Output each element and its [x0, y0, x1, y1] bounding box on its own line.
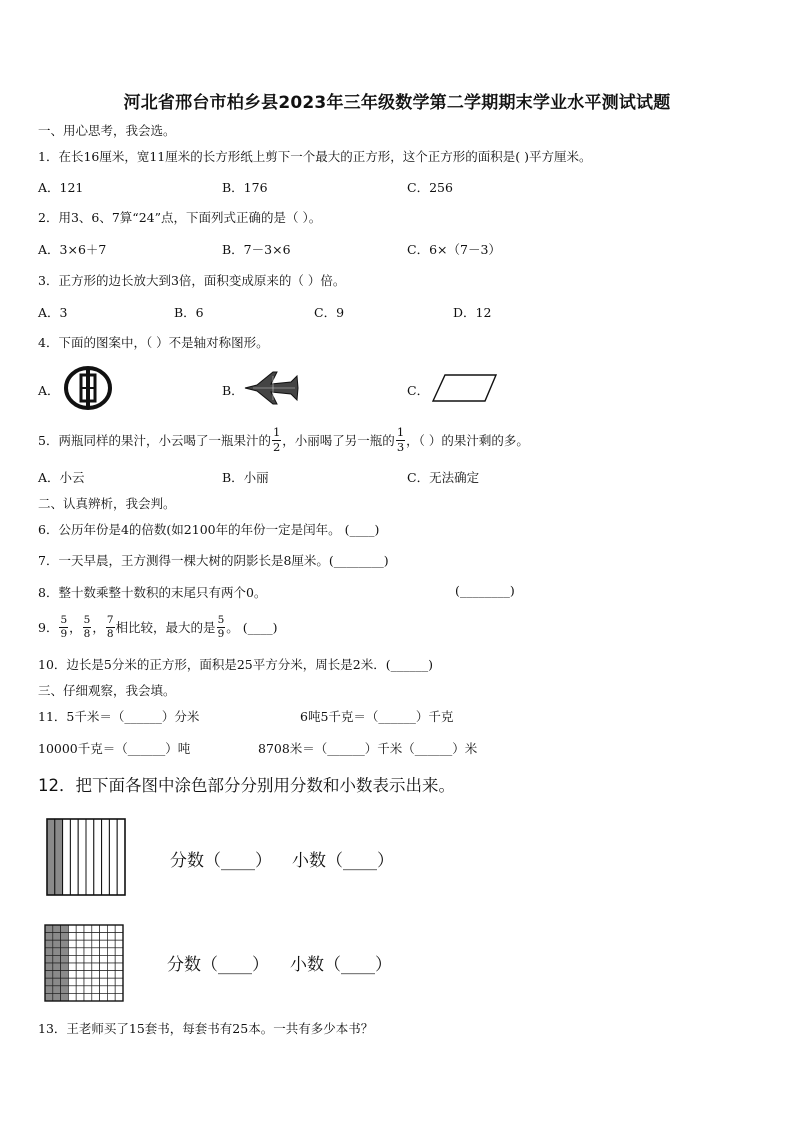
q2-option-c: C．6×（7－3） [407, 242, 501, 257]
shaded-grid-cell [53, 963, 61, 971]
shaded-grid-cell [45, 971, 53, 979]
strip [102, 819, 110, 895]
q3-option-c: C．9 [314, 305, 345, 320]
shaded-grid-cell [53, 993, 61, 1001]
question-11a: 11．5千米＝（______）分米 [38, 709, 200, 724]
grid-cell [76, 955, 84, 963]
grid-cell [76, 978, 84, 986]
q5-f1-denominator: 2 [272, 439, 281, 454]
q3-option-a: A．3 [38, 305, 68, 320]
grid-cell [68, 940, 76, 948]
q9-f2-denominator: 8 [83, 627, 91, 640]
shaded-grid-cell [53, 986, 61, 994]
q5-text-part3: ，（ ）的果汁剩的多。 [406, 433, 529, 448]
grid-cell [84, 978, 92, 986]
shaded-grid-cell [45, 963, 53, 971]
q9-fraction-2 [83, 615, 92, 639]
grid-cell [100, 948, 108, 956]
section-heading-2: 二、认真辨析，我会判。 [38, 496, 176, 511]
question-8: 8．整十数乘整十数积的末尾只有两个0。 [38, 585, 267, 600]
grid-cell [92, 986, 100, 994]
grid-cell [68, 993, 76, 1001]
q5-f1-numerator: 1 [272, 425, 281, 439]
q5-f2-denominator: 3 [396, 439, 405, 454]
q9-f3-denominator: 8 [106, 627, 114, 640]
shaded-grid-cell [61, 925, 69, 933]
q5-fraction-2 [396, 427, 405, 453]
grid-cell [68, 933, 76, 941]
shaded-grid-cell [53, 933, 61, 941]
grid-cell [68, 971, 76, 979]
q9-fa-numerator: 5 [217, 614, 225, 626]
shaded-grid-cell [53, 925, 61, 933]
grid-cell [100, 963, 108, 971]
q9-fraction-1 [59, 615, 68, 639]
grid-cell [84, 948, 92, 956]
q9-f3-numerator: 7 [106, 614, 114, 626]
question-3: 3．正方形的边长放大到3倍，面积变成原来的（ ）倍。 [38, 273, 346, 288]
grid-cell [76, 993, 84, 1001]
grid-cell [115, 963, 123, 971]
grid-cell [107, 971, 115, 979]
q9-fraction-3 [106, 615, 115, 639]
grid-cell [84, 955, 92, 963]
q9-f1-denominator: 9 [60, 627, 68, 640]
grid-cell [92, 993, 100, 1001]
grid-cell [107, 940, 115, 948]
q4-option-a: A． [38, 383, 60, 398]
q9-separator-2: ， [92, 620, 105, 635]
grid-cell [100, 940, 108, 948]
grid-cell [115, 986, 123, 994]
q8-answer-blank: (________) [455, 583, 515, 598]
grid-cell [76, 971, 84, 979]
strip [70, 819, 78, 895]
q9-separator-1: ， [69, 620, 82, 635]
grid-cell [107, 955, 115, 963]
airplane-icon [243, 370, 299, 406]
question-12: 12．把下面各图中涂色部分分别用分数和小数表示出来。 [38, 776, 455, 795]
grid-cell [84, 940, 92, 948]
strip [117, 819, 125, 895]
shaded-grid-cell [61, 948, 69, 956]
question-13: 13．王老师买了15套书，每套书有25本。一共有多少本书？ [38, 1021, 374, 1036]
shaded-grid-cell [53, 978, 61, 986]
shaded-grid-cell [45, 940, 53, 948]
shaded-grid-cell [45, 933, 53, 941]
bank-logo-icon [62, 364, 114, 412]
shaded-grid-cell [53, 948, 61, 956]
section-heading-1: 一、用心思考，我会选。 [38, 123, 176, 138]
question-1: 1．在长16厘米，宽11厘米的长方形纸上剪下一个最大的正方形，这个正方形的面积是( )平方厘米。 [38, 149, 592, 164]
question-2: 2．用3、6、7算“24”点，下面列式正确的是（ ）。 [38, 210, 322, 225]
grid-cell [68, 978, 76, 986]
q9-f1-numerator: 5 [60, 614, 68, 626]
grid-cell [68, 955, 76, 963]
grid-cell [107, 933, 115, 941]
grid-cell [92, 940, 100, 948]
shaded-grid-cell [53, 955, 61, 963]
shaded-grid-cell [45, 978, 53, 986]
grid-cell [84, 963, 92, 971]
grid-cell [100, 978, 108, 986]
grid-cell [100, 993, 108, 1001]
shaded-grid-cell [61, 955, 69, 963]
grid-cell [107, 963, 115, 971]
q12-fig1-decimal-blank: 小数（____） [292, 851, 394, 871]
question-11b: 6吨5千克＝（______）千克 [300, 709, 454, 724]
grid-cell [115, 978, 123, 986]
q12-figure-1-strips [46, 818, 126, 896]
grid-cell [68, 986, 76, 994]
grid-cell [115, 971, 123, 979]
q9-fa-denominator: 9 [217, 627, 225, 640]
q12-fig1-fraction-blank: 分数（____） [170, 851, 272, 871]
grid-cell [107, 948, 115, 956]
section-heading-3: 三、仔细观察，我会填。 [38, 683, 176, 698]
grid-cell [76, 940, 84, 948]
grid-cell [92, 933, 100, 941]
grid-cell [107, 925, 115, 933]
question-4: 4．下面的图案中，（ ）不是轴对称图形。 [38, 335, 269, 350]
grid-cell [84, 986, 92, 994]
grid-cell [92, 948, 100, 956]
parallelogram-icon [430, 372, 500, 404]
grid-cell [100, 933, 108, 941]
grid-cell [107, 993, 115, 1001]
grid-cell [92, 971, 100, 979]
shaded-grid-cell [53, 971, 61, 979]
grid-cell [100, 955, 108, 963]
question-11c: 10000千克＝（______）吨 [38, 741, 191, 756]
shaded-grid-cell [61, 971, 69, 979]
q1-option-b: B．176 [222, 180, 268, 195]
shaded-grid-cell [53, 940, 61, 948]
shaded-grid-cell [45, 986, 53, 994]
strip [94, 819, 102, 895]
grid-cell [68, 925, 76, 933]
shaded-grid-cell [61, 993, 69, 1001]
grid-cell [92, 963, 100, 971]
grid-cell [84, 993, 92, 1001]
grid-cell [92, 955, 100, 963]
q5-fraction-1 [272, 427, 281, 453]
grid-cell [76, 933, 84, 941]
grid-cell [84, 925, 92, 933]
grid-cell [76, 986, 84, 994]
grid-cell [92, 978, 100, 986]
shaded-strip [47, 819, 55, 895]
q3-option-b: B．6 [174, 305, 204, 320]
grid-cell [100, 986, 108, 994]
q9-text-middle: 相比较，最大的是 [115, 620, 216, 635]
q5-option-a: A．小云 [38, 470, 85, 485]
grid-cell [92, 925, 100, 933]
q3-option-d: D．12 [453, 305, 492, 320]
q9-number: 9． [38, 620, 59, 635]
shaded-grid-cell [61, 963, 69, 971]
shaded-grid-cell [45, 948, 53, 956]
q12-figure-2-grid [44, 924, 124, 1002]
q9-text-end: 。 (____) [226, 620, 278, 635]
strip [63, 819, 71, 895]
q1-option-a: A．121 [38, 180, 84, 195]
shaded-grid-cell [61, 986, 69, 994]
grid-cell [68, 963, 76, 971]
q5-text-part2: ，小丽喝了另一瓶的 [282, 433, 395, 448]
q9-fraction-answer [217, 615, 226, 639]
question-5 [38, 422, 529, 458]
shaded-grid-cell [61, 978, 69, 986]
q12-fig2-decimal-blank: 小数（____） [290, 955, 392, 975]
question-10: 10．边长是5分米的正方形，面积是25平方分米，周长是2米．(______) [38, 657, 433, 672]
q9-f2-numerator: 5 [83, 614, 91, 626]
question-11d: 8708米＝（______）千米（______）米 [258, 741, 478, 756]
page-title: 河北省邢台市柏乡县2023年三年级数学第二学期期末学业水平测试试题 [123, 93, 671, 113]
q12-fig2-fraction-blank: 分数（____） [167, 955, 269, 975]
grid-cell [115, 925, 123, 933]
shaded-grid-cell [61, 933, 69, 941]
q5-text-part1: 5．两瓶同样的果汁，小云喝了一瓶果汁的 [38, 433, 271, 448]
q2-option-a: A．3×6＋7 [38, 242, 107, 257]
question-6: 6．公历年份是4的倍数(如2100年的年份一定是闰年。 (____) [38, 522, 380, 537]
strip [78, 819, 86, 895]
shaded-strip [55, 819, 63, 895]
grid-cell [100, 971, 108, 979]
question-7: 7．一天早晨，王方测得一棵大树的阴影长是8厘米。(________) [38, 553, 389, 568]
q1-option-c: C．256 [407, 180, 453, 195]
shaded-grid-cell [45, 925, 53, 933]
grid-cell [115, 993, 123, 1001]
grid-cell [115, 955, 123, 963]
question-9 [38, 610, 277, 644]
grid-cell [115, 933, 123, 941]
grid-cell [115, 948, 123, 956]
strip [86, 819, 94, 895]
grid-cell [115, 940, 123, 948]
q5-option-b: B．小丽 [222, 470, 269, 485]
grid-cell [84, 971, 92, 979]
shaded-grid-cell [45, 993, 53, 1001]
grid-cell [68, 948, 76, 956]
q5-option-c: C．无法确定 [407, 470, 480, 485]
grid-cell [107, 978, 115, 986]
grid-cell [76, 948, 84, 956]
grid-cell [84, 933, 92, 941]
shaded-grid-cell [61, 940, 69, 948]
q4-option-c: C． [407, 383, 430, 398]
grid-cell [100, 925, 108, 933]
grid-cell [76, 925, 84, 933]
q2-option-b: B．7－3×6 [222, 242, 291, 257]
q4-option-b: B． [222, 383, 244, 398]
strip [109, 819, 117, 895]
shaded-grid-cell [45, 955, 53, 963]
grid-cell [107, 986, 115, 994]
q5-f2-numerator: 1 [396, 425, 405, 439]
grid-cell [76, 963, 84, 971]
